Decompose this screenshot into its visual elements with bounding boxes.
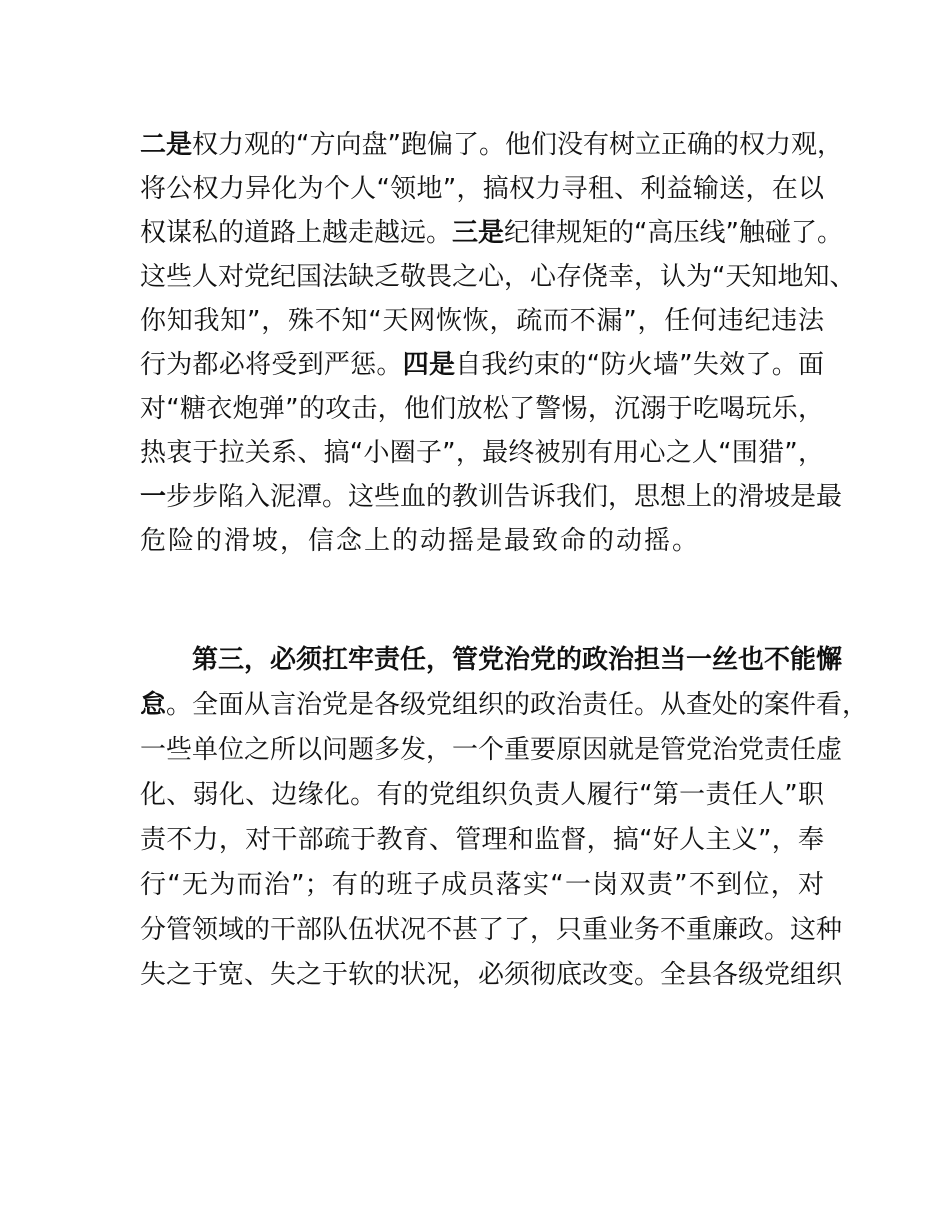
- bold-text: 第三，必须扛牢责任，管党治党的政治担当一丝也不能懈: [192, 645, 843, 675]
- text-line: [140, 387, 824, 431]
- body-text: 一些单位之所以问题多发，一个重要原因就是管党治党责任虚: [140, 735, 843, 765]
- text-line: [140, 908, 843, 953]
- bold-text: 一: [140, 482, 167, 512]
- paragraph-responsibility: [140, 638, 869, 998]
- body-text: 。全面从言治党是各级党组织的政治责任。从查处的案件看，: [166, 690, 869, 720]
- body-text: 行为都必将受到严惩。: [140, 350, 403, 380]
- text-line: [140, 863, 824, 908]
- body-text: 你知我知”，殊不知“天网恢恢，疏而不漏”，任何违纪违法: [140, 306, 824, 336]
- body-text: 这些人对党纪国法缺乏敬畏之心，心存侥幸，认为“天知地知、: [140, 262, 856, 292]
- text-line: [140, 123, 843, 167]
- body-text: 对“糖衣炮弹”的攻击，他们放松了警惕，沉溺于吃喝玩乐，: [140, 394, 824, 424]
- bold-text: 二是: [140, 130, 193, 160]
- text-line: [140, 683, 869, 728]
- text-line: [140, 475, 843, 519]
- text-line: [140, 728, 843, 773]
- body-text: 权谋私的道路上越走越远。: [140, 218, 453, 248]
- bold-text: 怠: [140, 690, 167, 720]
- body-text: 失之于宽、失之于软的状况，必须彻底改变。全县各级党组织: [140, 960, 843, 990]
- body-text: 自我约束的“防火墙”失效了。面: [455, 350, 824, 380]
- bold-text: 四是: [402, 350, 456, 380]
- body-text: 步步陷入泥潭。这些血的教训告诉我们，思想上的滑坡是最: [166, 482, 843, 512]
- text-line: [140, 818, 824, 863]
- text-line: [140, 255, 856, 299]
- bold-text: 三是: [452, 218, 505, 248]
- body-text: 将公权力异化为个人“领地”，搞权力寻租、利益输送，在以: [140, 174, 824, 204]
- text-line: [140, 343, 824, 387]
- body-text: 化、弱化、边缘化。有的党组织负责人履行“第一责任人”职: [140, 780, 824, 810]
- body-text: 危险的滑坡，信念上的动摇是最致命的动摇。: [140, 526, 701, 556]
- text-line: [140, 431, 824, 475]
- body-text: 热衷于拉关系、搞“小圈子”，最终被别有用心之人“围猎”，: [140, 438, 824, 468]
- body-text: 权力观的“方向盘”跑偏了。他们没有树立正确的权力观，: [192, 130, 843, 160]
- body-text: 责不力，对干部疏于教育、管理和监督，搞“好人主义”，奉: [140, 825, 824, 855]
- body-text: 分管领域的干部队伍状况不甚了了，只重业务不重廉政。这种: [140, 915, 843, 945]
- text-line: [140, 638, 843, 683]
- text-line: [140, 211, 843, 255]
- text-line: [140, 519, 824, 563]
- text-line: [140, 773, 824, 818]
- text-line: [140, 299, 824, 343]
- paragraph-lessons: [140, 123, 856, 563]
- text-line: [140, 167, 824, 211]
- text-line: [140, 953, 843, 998]
- body-text: 纪律规矩的“高压线”触碰了。: [504, 218, 843, 248]
- body-text: 行“无为而治”；有的班子成员落实“一岗双责”不到位，对: [140, 870, 824, 900]
